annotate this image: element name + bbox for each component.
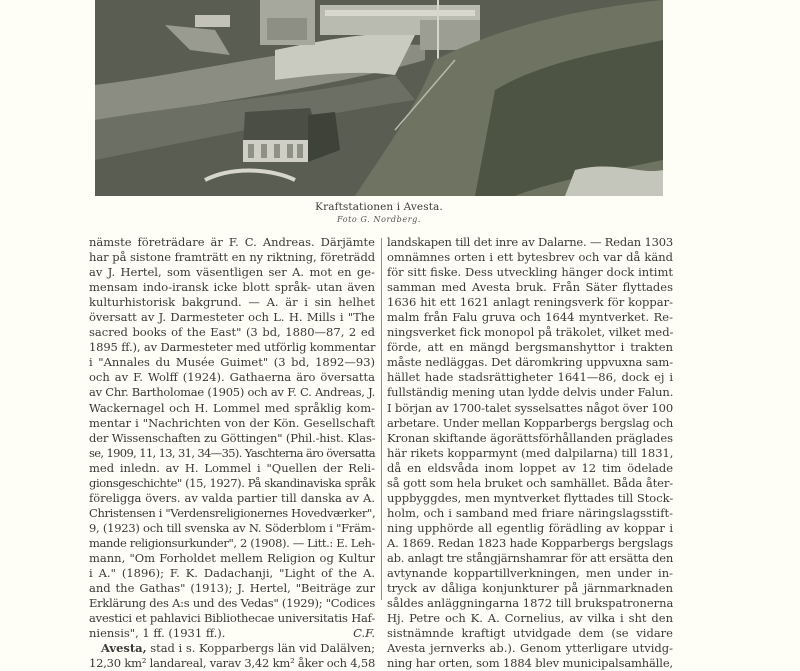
text-line: av Chr. Bartholomae (1905) och av F. C. Andreas, J.	[89, 385, 375, 400]
text-line: 12,30 km² landareal, varav 3,42 km² åker och 4,58	[89, 656, 376, 671]
text-line: 1895 ff.), av Darmesteter med utförlig kommentar	[89, 340, 376, 355]
text-line: föreligga övers. av valda partier till danska av A.	[89, 490, 375, 505]
column-divider	[381, 238, 382, 600]
photo-illustration	[95, 0, 663, 196]
text-line: översatt av J. Darmesteter och L. H. Mills i "The	[89, 310, 375, 325]
text-line: and the Gathas" (1913); J. Hertel, "Beiträge zur	[89, 581, 375, 596]
text-line: mentar i "Nachrichten von der Kön. Gesellschaft	[89, 415, 375, 430]
right-text-column	[387, 235, 673, 671]
author-signature: C.F.	[353, 626, 375, 641]
text-line: sacred books of the East" (3 bd, 1880—87, 2 ed	[89, 325, 375, 340]
text-line: sistnämnde kraftigt utvidgade dem (se vidare	[387, 626, 673, 641]
text-line: med inledn. av H. Lommel i "Quellen der Reli-	[89, 460, 375, 475]
text-line: såldes anläggningarna 1872 till brukspatronerna	[387, 596, 674, 611]
text-line: Wackernagel och H. Lommel med språklig kom-	[89, 400, 375, 415]
text-line: för sitt fiske. Dess utveckling hänger dock intimt	[387, 265, 673, 280]
text-line: av J. Hertel, som väsentligen ser A. mot en ge-	[89, 265, 375, 280]
figure-caption	[95, 201, 663, 225]
text-line: A. 1869. Redan 1823 hade Kopparbergs bergslags	[387, 535, 673, 550]
text-line: Erklärung des A:s und des Vedas" (1929); "Codices	[89, 596, 375, 611]
text-line: så gott som hela bruket och samhället. Båda åter-	[387, 475, 673, 490]
entry-headword: Avesta,	[101, 641, 147, 656]
text-line: Avesta jernverks ab.). Genom ytterligare utvidg-	[387, 641, 673, 656]
photo-power-station	[95, 0, 663, 196]
text-line: avtynande koppartillverkningen, men under in-	[387, 566, 673, 581]
text-line: då en eldsvåda inom loppet av 12 tim ödelade	[387, 460, 673, 475]
text-line: samman med Avesta bruk. Från Säter flyttades	[387, 280, 673, 295]
entry-start-line	[89, 641, 375, 656]
text-line: Kronan skiftande ägorättsförhållanden präglades	[387, 430, 673, 445]
text-line: gionsgeschichte" (15, 1927). På skandinaviska språk	[89, 475, 375, 490]
text-line: hället hade stadsrättigheter 1641—86, dock ej i	[387, 370, 673, 385]
text-line: landskapen till det inre av Dalarne. — Redan 1303	[387, 235, 673, 249]
text-line: ning har orten, som 1884 blev municipalsamhälle,	[387, 656, 673, 671]
text-line: kulturhistorisk bakgrund. — A. är i sin helhet	[89, 295, 375, 310]
text-line: Hj. Petre och K. A. Cornelius, av vilka i sht den	[387, 611, 673, 626]
text-line: ning upphörde all egentlig förädling av koppar i	[387, 520, 673, 535]
text-line: holm, och i samband med friare näringslagsstift-	[387, 505, 673, 520]
text-line: förde, att en mängd bergsmanshyttor i trakten	[387, 340, 673, 355]
entry-text: stad i s. Kopparbergs län vid Dalälven;	[146, 641, 375, 656]
caption-title: Kraftstationen i Avesta.	[315, 201, 443, 213]
text-line: arbetare. Under mellan Kopparbergs bergslag och	[387, 415, 674, 430]
text-line: mann, "Om Forholdet mellem Religion og Kultur	[89, 550, 375, 565]
text-line: Christensen i "Verdensreligionernes Hovedværker",	[89, 505, 376, 520]
text-line: har på sistone framträtt en ny riktning, företrädd	[89, 250, 376, 265]
text-line: i "Annales du Musée Guimet" (3 bd, 1892—93)	[89, 355, 375, 370]
text-line: mande religionsurkunder", 2 (1908). — Litt.: E. Leh-	[89, 535, 375, 550]
text-line: der Wissenschaften zu Göttingen" (Phil.-hist. Klas-	[89, 430, 376, 445]
text-line: malm från Falu gruva och 1644 myntverket. Re-	[387, 310, 673, 325]
text-line: tryck av dåliga konjunkturer på järnmarknaden	[387, 581, 673, 596]
text-line: omnämnes orten i ett bytesbrev och var då känd	[387, 250, 673, 265]
text-line: mensam indo-iransk icke blott språk- utan även	[89, 280, 375, 295]
closing-text: niensis", 1 ff. (1931 ff.).	[89, 626, 226, 641]
text-line: nämste företrädare är F. C. Andreas. Därjämte	[89, 235, 375, 249]
text-line: måste nedläggas. Det däromkring uppvuxna sam-	[387, 355, 674, 370]
text-line: fullständig mening utan lydde delvis under Falun.	[387, 385, 674, 400]
left-text-column	[89, 235, 375, 671]
text-line: 1636 hit ett 1621 anlagt reningsverk för koppar-	[387, 295, 673, 310]
closing-line	[89, 626, 375, 641]
photo-credit: Foto G. Nordberg.	[336, 215, 421, 224]
text-line: 9, (1923) och till svenska av N. Söderblom i "Främ-	[89, 520, 375, 535]
text-line: här rikets kopparmynt (med dalpilarna) till 1831,	[387, 445, 674, 460]
text-line: uppbyggdes, men myntverket flyttades till Stock-	[387, 490, 674, 505]
text-line: I början av 1700-talet sysselsattes något över 100	[387, 400, 674, 415]
text-line: se, 1909, 11, 13, 31, 34—35). Yaschterna äro översatta	[89, 445, 375, 460]
text-line: och av F. Wolff (1924). Gathaerna äro översatta	[89, 370, 375, 385]
text-line: i A." (1896); F. K. Dadachanji, "Light of the A.	[89, 566, 375, 581]
text-line: avestici et pahlavici Bibliothecae universitatis Haf-	[89, 611, 375, 626]
text-line: ningsverket fick monopol på träkolet, vilket med-	[387, 325, 674, 340]
text-line: ab. anlagt tre stångjärnshamrar för att ersätta den	[387, 550, 674, 565]
